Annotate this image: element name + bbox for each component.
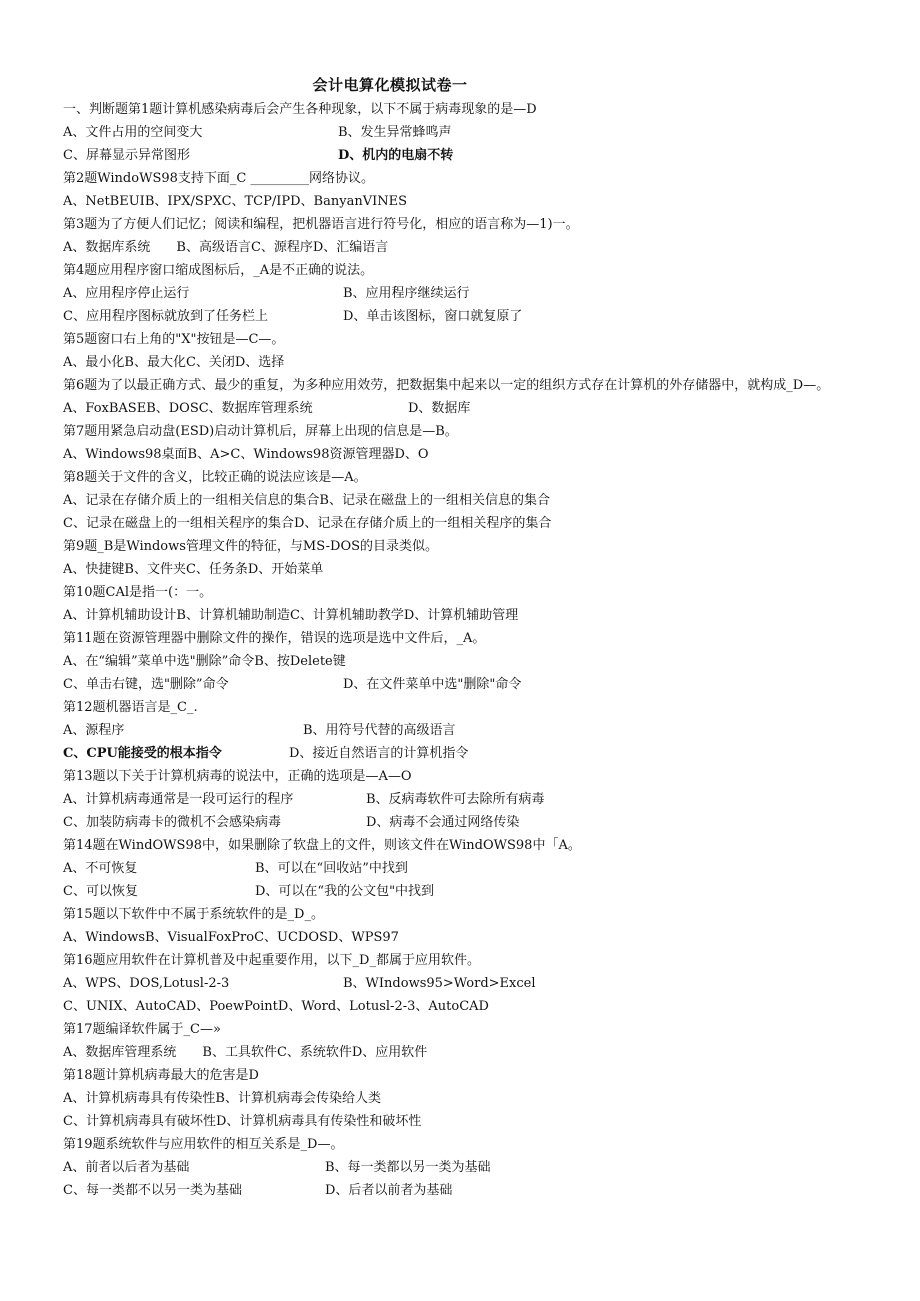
options-row <box>63 857 863 880</box>
option: A、前者以后者为基础 <box>63 1160 190 1175</box>
option: D、病毒不会通过网络传染 <box>366 815 520 830</box>
options-line: A、WindowsB、VisualFoxProC、UCDOSD、WPS97 <box>63 930 399 945</box>
option: B、反病毒软件可去除所有病毒 <box>366 792 545 807</box>
question-11: 第11题在资源管理器中删除文件的操作，错误的选项是选中文件后，_A。 <box>63 631 486 646</box>
options-line: A、计算机辅助设计B、计算机辅助制造C、计算机辅助教学D、计算机辅助管理 <box>63 608 519 623</box>
option: A、FoxBASEB、DOSC、数据库管理系统 <box>63 401 313 416</box>
option: D、在文件菜单中选"删除"命令 <box>343 677 522 692</box>
options-row <box>63 673 863 696</box>
question-17: 第17题编译软件属于_C—» <box>63 1022 221 1037</box>
options-row <box>63 719 863 742</box>
option: B、用符号代替的高级语言 <box>303 723 456 738</box>
option: D、机内的电扇不转 <box>338 148 454 163</box>
question-1: 一、判断题第1题计算机感染病毒后会产生各种现象，以下不属于病毒现象的是—D <box>63 102 537 117</box>
options-line: A、NetBEUIB、IPX/SPXC、TCP/IPD、BanyanVINES <box>63 194 407 209</box>
options-line: A、最小化B、最大化C、关闭D、选择 <box>63 355 285 370</box>
option: A、不可恢复 <box>63 861 138 876</box>
options-line: C、UNIX、AutoCAD、PoewPointD、Word、Lotusl-2-3、AutoCAD <box>63 999 489 1014</box>
exam-body <box>63 98 863 1202</box>
question-6: 第6题为了以最正确方式、最少的重复，为多种应用效劳，把数据集中起来以一定的组织方式存在计算机的外存储器中，就构成_D—。 <box>63 378 830 393</box>
option: A、文件占用的空间变大 <box>63 125 203 140</box>
options-line: A、在“编辑”菜单中选"删除”命令B、按Delete键 <box>63 654 346 669</box>
option: A、计算机病毒通常是一段可运行的程序 <box>63 792 294 807</box>
option: C、CPU能接受的根本指令 <box>63 746 222 761</box>
options-row <box>63 742 863 765</box>
option: C、应用程序图标就放到了任务栏上 <box>63 309 268 324</box>
options-row <box>63 305 863 328</box>
question-2: 第2题WindoWS98支持下面_C _________网络协议。 <box>63 171 374 186</box>
question-10: 第10题CAl是指一(：一。 <box>63 585 213 600</box>
question-16: 第16题应用软件在计算机普及中起重要作用，以下_D_都属于应用软件。 <box>63 953 480 968</box>
option: C、加装防病毒卡的微机不会感染病毒 <box>63 815 281 830</box>
option: D、后者以前者为基础 <box>325 1183 453 1198</box>
option: B、可以在“回收站”中找到 <box>255 861 408 876</box>
options-line: C、计算机病毒具有破坏性D、计算机病毒具有传染性和破坏性 <box>63 1114 422 1129</box>
options-line: A、快捷键B、文件夹C、任务条D、开始菜单 <box>63 562 324 577</box>
question-12: 第12题机器语言是_C_. <box>63 700 198 715</box>
options-row <box>63 811 863 834</box>
option: C、每一类都不以另一类为基础 <box>63 1183 242 1198</box>
option: D、单击该图标，窗口就复原了 <box>343 309 523 324</box>
question-7: 第7题用紧急启动盘(ESD)启动计算机后，屏幕上出现的信息是—B。 <box>63 424 458 439</box>
options-line: A、记录在存储介质上的一组相关信息的集合B、记录在磁盘上的一组相关信息的集合 <box>63 493 550 508</box>
option: A、应用程序停止运行 <box>63 286 190 301</box>
options-row <box>63 397 863 420</box>
options-row <box>63 1156 863 1179</box>
options-line: C、记录在磁盘上的一组相关程序的集合D、记录在存储介质上的一组相关程序的集合 <box>63 516 552 531</box>
options-row <box>63 144 863 167</box>
option: A、WPS、DOS,Lotusl-2-3 <box>63 976 230 991</box>
question-15: 第15题以下软件中不属于系统软件的是_D_。 <box>63 907 324 922</box>
option: B、发生异常蜂鸣声 <box>338 125 452 140</box>
options-row <box>63 880 863 903</box>
question-8: 第8题关于文件的含义，比较正确的说法应该是—A。 <box>63 470 367 485</box>
options-row <box>63 121 863 144</box>
option: B、WIndows95>Word>Excel <box>343 976 536 991</box>
question-5: 第5题窗口右上角的"X"按钮是—C—。 <box>63 332 285 347</box>
option: B、应用程序继续运行 <box>343 286 470 301</box>
option: A、源程序 <box>63 723 125 738</box>
question-3: 第3题为了方便人们记忆；阅读和编程，把机器语言进行符号化，相应的语言称为—1)一。 <box>63 217 579 232</box>
option: D、数据库 <box>408 401 471 416</box>
options-line: A、计算机病毒具有传染性B、计算机病毒会传染给人类 <box>63 1091 381 1106</box>
options-row <box>63 282 863 305</box>
option: C、可以恢复 <box>63 884 138 899</box>
options-line: A、数据库系统 B、高级语言C、源程序D、汇编语言 <box>63 240 389 255</box>
question-19: 第19题系统软件与应用软件的相互关系是_D—。 <box>63 1137 344 1152</box>
option: B、每一类都以另一类为基础 <box>325 1160 491 1175</box>
page-title: 会计电算化模拟试卷一 <box>312 76 468 94</box>
question-4: 第4题应用程序窗口缩成图标后，_A是不正确的说法。 <box>63 263 374 278</box>
question-13: 第13题以下关于计算机病毒的说法中，正确的选项是—A—O <box>63 769 412 784</box>
options-line: A、数据库管理系统 B、工具软件C、系统软件D、应用软件 <box>63 1045 428 1060</box>
question-18: 第18题计算机病毒最大的危害是D <box>63 1068 259 1083</box>
option: D、可以在“我的公文包"中找到 <box>255 884 435 899</box>
options-line: A、Windows98桌面B、A>C、Windows98资源管理器D、O <box>63 447 429 462</box>
option: C、屏幕显示异常图形 <box>63 148 190 163</box>
options-row <box>63 972 863 995</box>
options-row <box>63 788 863 811</box>
option: C、单击右键，选"删除”命令 <box>63 677 229 692</box>
options-row <box>63 1179 863 1202</box>
option: D、接近自然语言的计算机指令 <box>289 746 469 761</box>
question-14: 第14题在WindOWS98中，如果删除了软盘上的文件，则该文件在WindOWS98中「A。 <box>63 838 581 853</box>
question-9: 第9题_B是Windows管理文件的特征，与MS-DOS的目录类似。 <box>63 539 439 554</box>
